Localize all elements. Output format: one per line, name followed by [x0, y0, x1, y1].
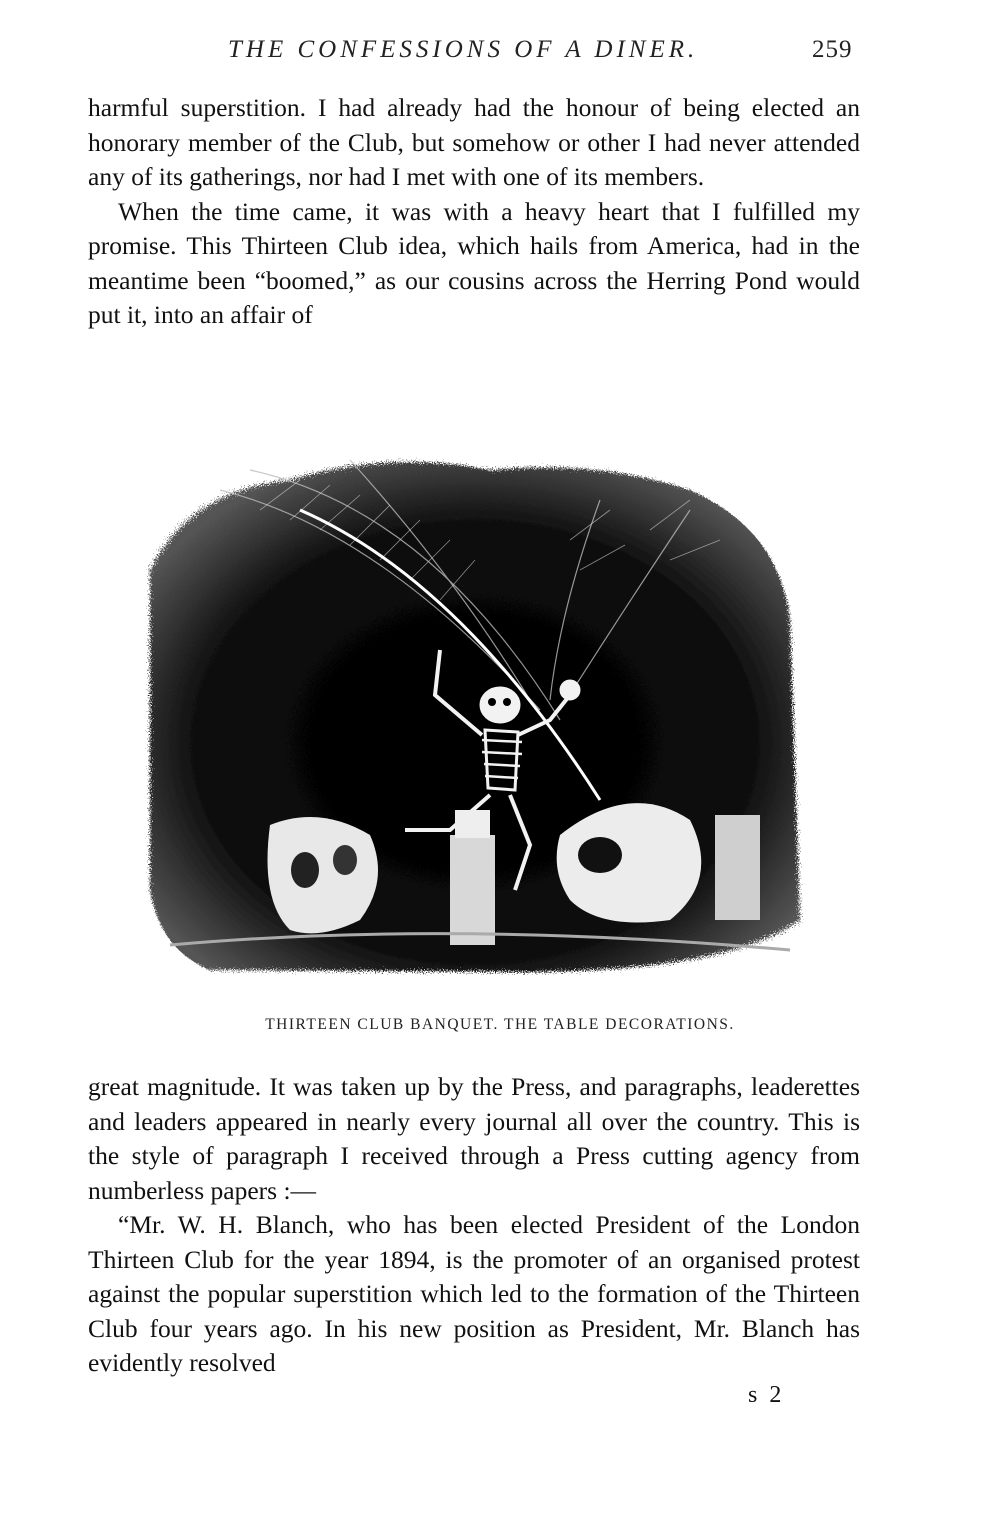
table-decorations-illustration: [130, 450, 810, 980]
figure-caption: THIRTEEN CLUB BANQUET. THE TABLE DECORATIONS.: [265, 1016, 735, 1033]
paragraph: “Mr. W. H. Blanch, who has been elected President of the London Thirteen Club for the year 1894, is the promoter of an organised protest against the popular superstition which led to the formation of the Thirteen Club four years ago. In his new position as President, Mr. Blanch has evidently resolved: [88, 1210, 860, 1377]
page-number: 259: [812, 36, 853, 63]
running-title: THE CONFESSIONS OF A DINER.: [228, 36, 699, 63]
paragraph: harmful superstition. I had already had the honour of being elected an honorary member of the Club, but somehow or other I had never attended any of its gatherings, nor had I met with one of its members.: [88, 93, 860, 191]
body-text-top: [88, 91, 860, 333]
paragraph: great magnitude. It was taken up by the Press, and paragraphs, leaderettes and leaders appeared in nearly every journal all over the country. This is the style of paragraph I received through a Press cutting agency from numberless papers :—: [88, 1072, 860, 1205]
running-head: [0, 36, 1000, 76]
paragraph: When the time came, it was with a heavy heart that I fulfilled my promise. This Thirteen Club idea, which hails from America, had in the meantime been “boomed,” as our cousins across the Herring Pond would put it, into an affair of: [88, 196, 860, 329]
signature-mark: s 2: [748, 1382, 785, 1408]
skeleton-illustration: [130, 450, 810, 980]
body-text-bottom: [88, 1070, 860, 1381]
